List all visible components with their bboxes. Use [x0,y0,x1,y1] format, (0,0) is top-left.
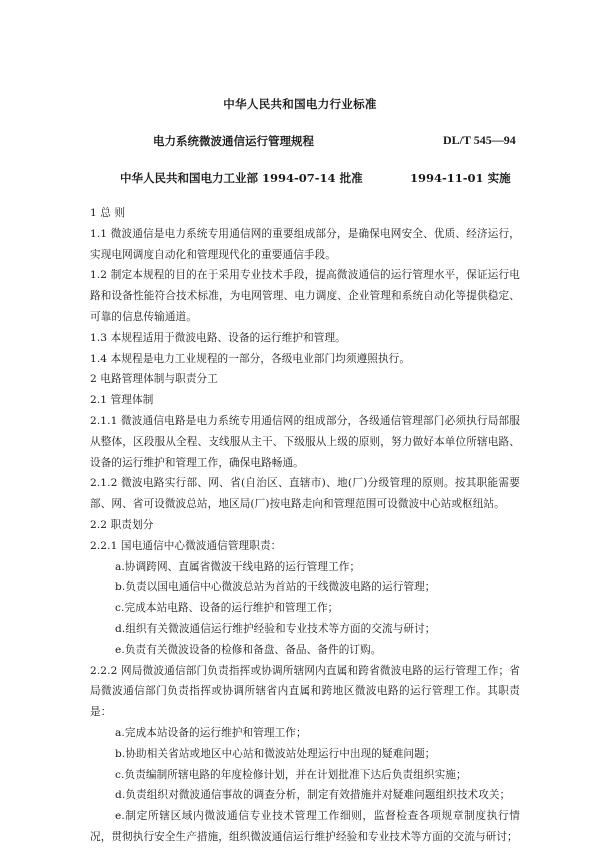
section-heading: 1 总 则 [90,207,126,219]
list-item: c.负责编制所辖电路的年度检修计划，并在计划批准下达后负责组织实施； [115,768,467,781]
document-name: 电力系统微波通信运行管理规程 [153,134,314,148]
subsection-heading: 2.2 职责划分 [90,518,154,531]
section-heading: 2 电路管理体制与职责分工 [90,373,218,386]
clause: 1.3 本规程适用于微波电路、设备的运行维护和管理。 [90,331,346,344]
standard-title: 中华人民共和国电力行业标准 [223,97,377,111]
list-item: e.负责有关微波设备的检修和备盘、备品、备件的订购。 [115,643,382,656]
clause: 1.1 微波通信是电力系统专用通信网的重要组成部分，是确保电网安全、优质、经济运行，实现电网调度自动化和管理现代化的重要通信手段。 [90,227,520,261]
document-body [90,203,520,848]
document-code: DL/T 545—94 [443,133,516,147]
clause: 2.1.1 微波通信电路是电力系统专用通信网的组成部分，各级通信管理部门必须执行局部服从整体，区段服从全程、支线服从主干、下级服从上级的原则，努力做好本单位所辖电路、设备的运行维护和管理工作，确保电路畅通。 [90,414,520,469]
list-item: d.组织有关微波通信运行维护经验和专业技术等方面的交流与研讨； [115,622,436,635]
clause: 2.1.2 微波电路实行部、网、省(自治区、直辖市)、地(厂)分级管理的原则。按其职能需要部、网、省可设微波总站，地区局(厂)按电路走向和管理范围可设微波中心站或枢纽站。 [90,477,520,511]
list-item: d.负责组织对微波通信事故的调查分析，制定有效措施并对疑难问题组织技术攻关； [115,789,511,802]
subsection-heading: 2.1 管理体制 [90,394,154,407]
list-item: e.制定所辖区域内微波通信专业技术管理工作细则，监督检查各项规章制度执行情况，贯彻执行安全生产措施，组织微波通信运行维护经验和专业技术等方面的交流与研讨； [90,810,520,843]
list-item: c.完成本站电路、设备的运行维护和管理工作； [115,602,339,615]
clause: 1.4 本规程是电力工业规程的一部分，各级电业部门均须遵照执行。 [90,352,411,365]
list-item: b.协助相关省站或地区中心站和微波站处理运行中出现的疑难问题； [115,747,436,760]
clause: 2.2.1 国电通信中心微波通信管理职责： [90,539,282,552]
list-item: b.负责以国电通信中心微波总站为首站的干线微波电路的运行管理； [115,581,436,594]
clause: 1.2 制定本规程的目的在于采用专业技术手段，提高微波通信的运行管理水平，保证运行电路和设备性能符合技术标准，为电网管理、电力调度、企业管理和系统自动化等提供稳定、可靠的信息传输通道。 [90,269,520,323]
list-item: a.协调跨网、直属省微波干线电路的运行管理工作； [115,560,361,573]
list-item: a.完成本站设备的运行维护和管理工作； [115,726,307,739]
effective-date: 1994-11-01 实施 [410,171,511,185]
approval-info: 中华人民共和国电力工业部 1994-07-14 批准 [120,171,363,185]
clause: 2.2.2 网局微波通信部门负责指挥或协调所辖网内直属和跨省微波电路的运行管理工作；省局微波通信部门负责指挥或协调所辖省内直属和跨地区微波电路的运行管理工作。其职责是： [90,664,520,719]
